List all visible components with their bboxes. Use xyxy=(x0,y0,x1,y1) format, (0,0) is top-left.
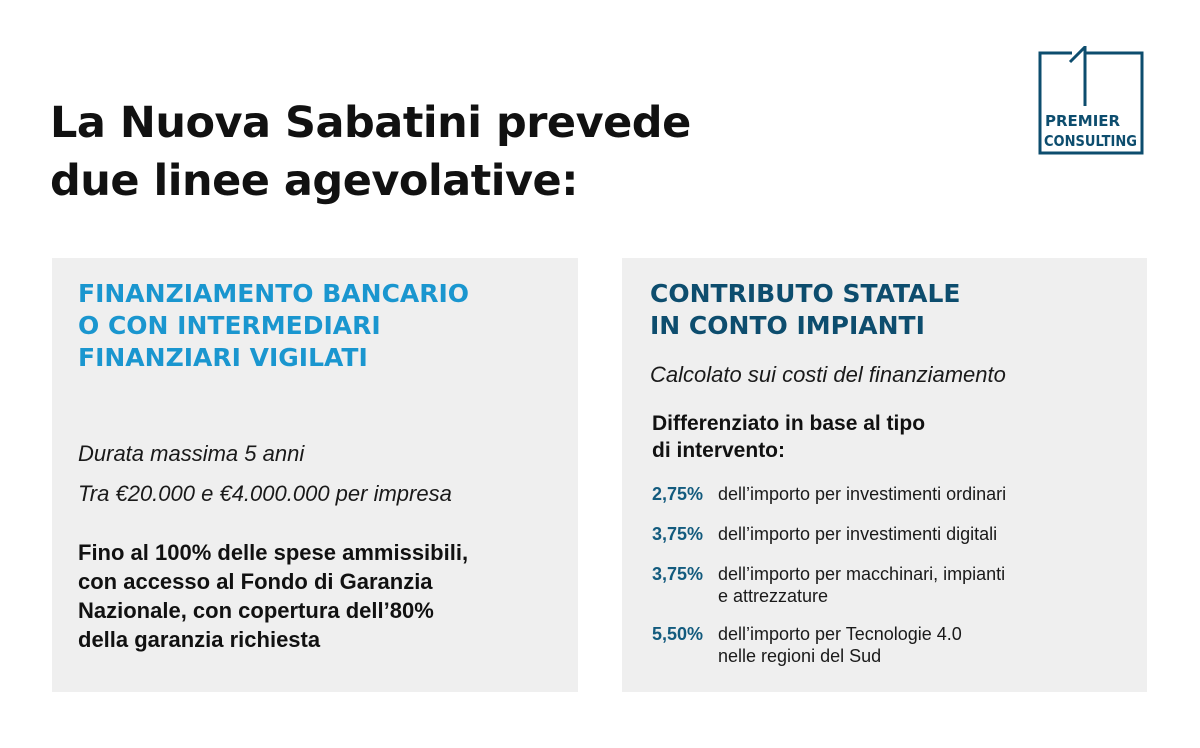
rate-percent: 3,75% xyxy=(652,524,704,544)
rate-row-machinery xyxy=(652,563,1005,607)
page-title-line-2: due linee agevolative: xyxy=(50,156,578,206)
page-title xyxy=(50,94,691,210)
logo-text-consulting: CONSULTING xyxy=(1044,132,1137,150)
coverage-details-line: Fino al 100% delle spese ammissibili, xyxy=(78,540,469,565)
rate-description: dell’importo per investimenti digitali xyxy=(718,524,998,544)
state-contribution-card xyxy=(622,258,1147,692)
rate-row-ordinary xyxy=(652,483,1006,505)
coverage-details-line: Nazionale, con copertura dell’80% xyxy=(78,598,434,623)
rate-row-digital xyxy=(652,523,997,545)
max-duration-text: Durata massima 5 anni xyxy=(78,441,305,466)
state-contribution-title-line: IN CONTO IMPIANTI xyxy=(650,311,925,340)
logo-mark xyxy=(1038,46,1144,156)
bank-financing-title-line: FINANZIARI VIGILATI xyxy=(78,343,368,372)
intervention-intro xyxy=(652,410,925,464)
rate-percent: 5,50% xyxy=(652,624,704,644)
state-contribution-title-line: CONTRIBUTO STATALE xyxy=(650,279,961,308)
rate-description: dell’importo per macchinari, impianti xyxy=(718,564,1006,584)
bank-financing-title-line: O CON INTERMEDIARI xyxy=(78,311,381,340)
rate-description-continued: e attrezzature xyxy=(718,586,829,606)
rate-row-tech-south xyxy=(652,623,962,667)
rate-percent: 3,75% xyxy=(652,564,704,584)
rate-percent: 2,75% xyxy=(652,484,704,504)
coverage-details xyxy=(78,538,468,654)
premier-consulting-logo xyxy=(1038,46,1144,156)
state-contribution-title xyxy=(650,278,961,342)
coverage-details-line: della garanzia richiesta xyxy=(78,627,321,652)
rate-description: dell’importo per investimenti ordinari xyxy=(718,484,1007,504)
page-title-line-1: La Nuova Sabatini prevede xyxy=(50,98,691,148)
rate-description: dell’importo per Tecnologie 4.0 xyxy=(718,624,962,644)
rate-description-continued: nelle regioni del Sud xyxy=(718,646,882,666)
intervention-intro-line: Differenziato in base al tipo xyxy=(652,412,926,435)
bank-financing-card xyxy=(52,258,578,692)
bank-financing-title-line: FINANZIAMENTO BANCARIO xyxy=(78,279,470,308)
intervention-intro-line: di intervento: xyxy=(652,439,786,462)
calculation-basis-text: Calcolato sui costi del finanziamento xyxy=(650,362,1006,387)
amount-range-text: Tra €20.000 e €4.000.000 per impresa xyxy=(78,481,452,506)
bank-financing-title xyxy=(78,278,469,374)
coverage-details-line: con accesso al Fondo di Garanzia xyxy=(78,569,433,594)
logo-text-premier: PREMIER xyxy=(1045,112,1121,130)
